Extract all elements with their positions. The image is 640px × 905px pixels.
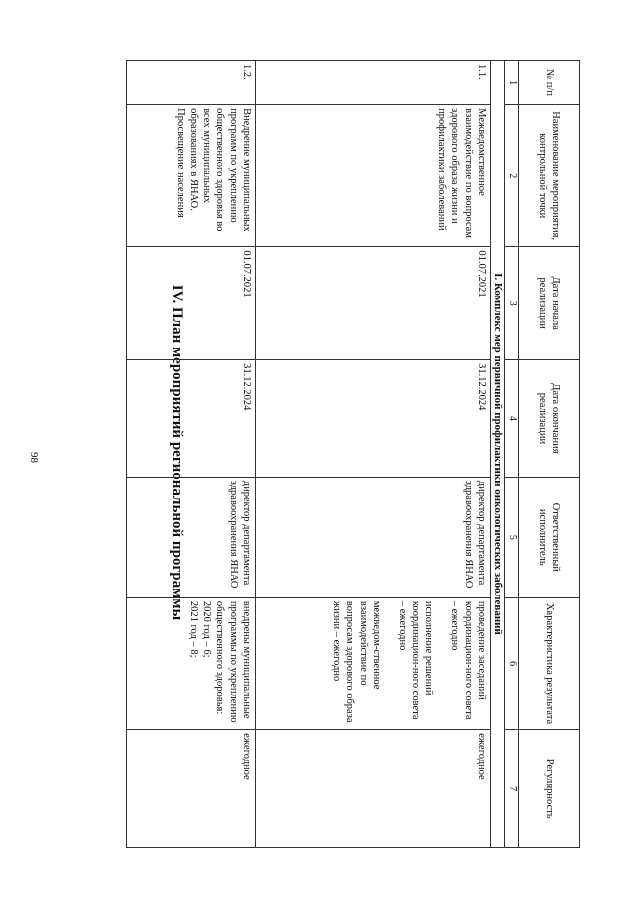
plan-table-container xyxy=(126,60,580,848)
column-number: 2 xyxy=(505,105,519,247)
section-row xyxy=(490,61,505,848)
column-number: 1 xyxy=(505,61,519,105)
row-name: Внедрение муниципальных программ по укреплению общественного здоровья во всех муниципальных образованиях в ЯНАО. Просвещение населения xyxy=(127,105,256,247)
table-row xyxy=(127,61,256,848)
column-number: 4 xyxy=(505,360,519,478)
page-number: 98 xyxy=(28,452,40,463)
column-number: 3 xyxy=(505,247,519,360)
row-executor: директор департамента здравоохранения ЯНАО xyxy=(127,477,256,597)
column-header: Регулярность xyxy=(519,730,580,848)
row-end-date: 31.12.2024 xyxy=(127,360,256,478)
row-name: Межведомственное взаимодействие по вопросам здорового образа жизни и профилактики заболеваний xyxy=(255,105,490,247)
row-number: 1.1. xyxy=(255,61,490,105)
row-start-date: 01.07.2021 xyxy=(127,247,256,360)
row-result: проведение заседаний координацион-ного совета – ежегодно исполнение решений координацион-ного совета – ежегодно межведом-ственное взаимодействие по вопросам здорового образа жизни – ежегодно xyxy=(255,597,490,729)
table-row xyxy=(255,61,490,848)
row-regularity: ежегодное xyxy=(255,730,490,848)
row-start-date: 01.07.2021 xyxy=(255,247,490,360)
row-result: внедрены муниципальные программы по укреплению общественного здоровья: 2020 год – 6; 2021 год – 8; xyxy=(127,597,256,729)
row-regularity: ежегодное xyxy=(127,730,256,848)
page-title: IV. План мероприятий региональной программы xyxy=(169,284,185,621)
column-header: Дата окончания реализации xyxy=(519,360,580,478)
column-number-row xyxy=(505,61,519,848)
row-end-date: 31.12.2024 xyxy=(255,360,490,478)
column-header: № п/п xyxy=(519,61,580,105)
column-header: Дата начала реализации xyxy=(519,247,580,360)
section-title: I. Комплекс мер первичной профилактики онкологических заболеваний xyxy=(490,61,505,848)
plan-table xyxy=(126,60,580,848)
row-executor: директор департамента здравоохранения ЯНАО xyxy=(255,477,490,597)
column-number: 5 xyxy=(505,477,519,597)
column-header: Ответственный исполнитель xyxy=(519,477,580,597)
column-number: 7 xyxy=(505,730,519,848)
table-header-row xyxy=(519,61,580,848)
column-number: 6 xyxy=(505,597,519,729)
column-header: Наименование мероприятия, контрольной точки xyxy=(519,105,580,247)
row-number: 1.2. xyxy=(127,61,256,105)
column-header: Характеристика результата xyxy=(519,597,580,729)
